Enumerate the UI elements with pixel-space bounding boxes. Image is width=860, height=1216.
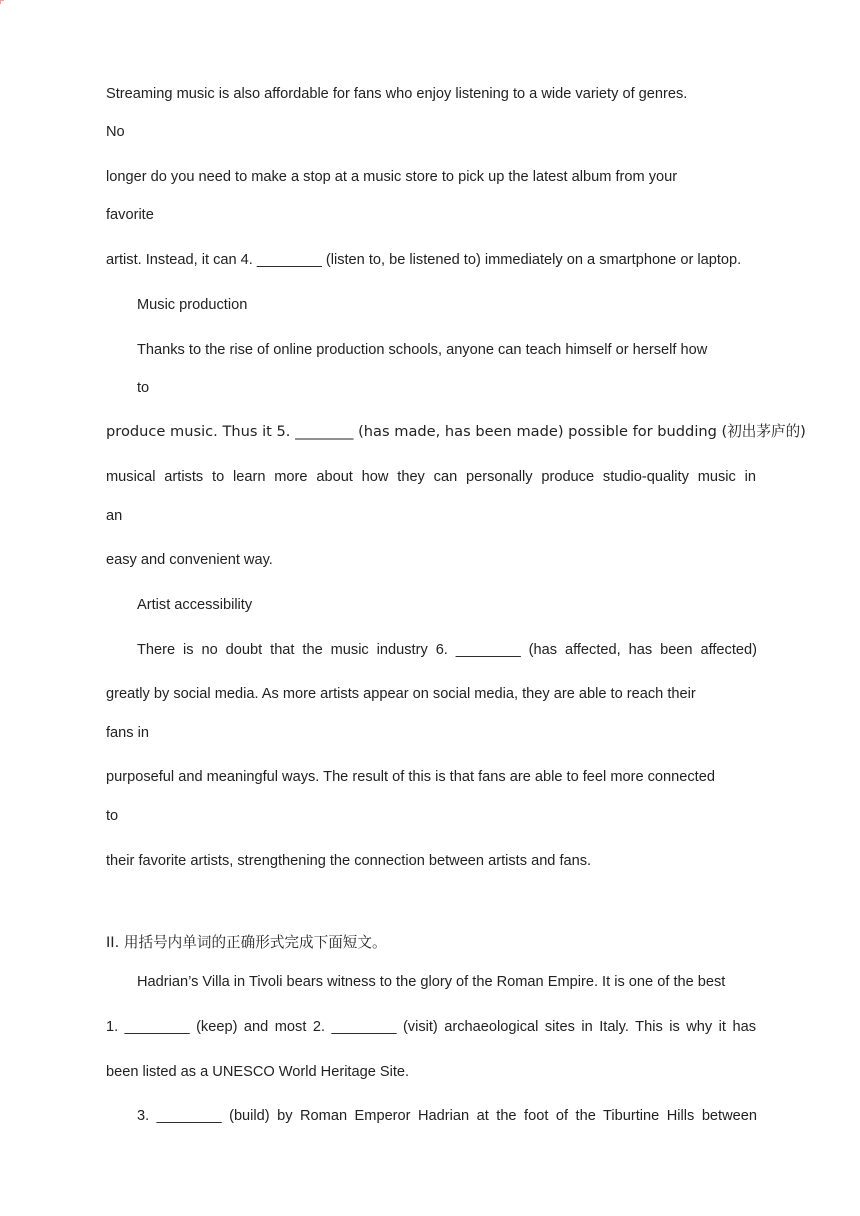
text-line: easy and convenient way.	[106, 552, 273, 568]
section-heading: Music production	[137, 297, 248, 313]
text-line: There is no doubt that the music industry 6. ________ (has affected, has been affected)	[137, 642, 757, 658]
text-line: produce music. Thus it 5. ________ (has made, has been made) possible for budding (初出茅庐的)	[106, 423, 806, 440]
text-line: 1. ________ (keep) and most 2. ________ (visit) archaeological sites in Italy. This is why it has	[106, 1019, 756, 1035]
text-line: No	[106, 124, 125, 140]
text-line: to	[137, 380, 150, 396]
text-line: musical artists to learn more about how they can personally produce studio-quality music in	[106, 469, 756, 485]
text-line: their favorite artists, strengthening the connection between artists and fans.	[106, 853, 592, 869]
text-line: 3. ________ (build) by Roman Emperor Hadrian at the foot of the Tiburtine Hills between	[137, 1108, 757, 1124]
text-line: to	[106, 808, 119, 824]
section-heading: Artist accessibility	[137, 597, 253, 613]
text-line: Hadrian’s Villa in Tivoli bears witness to the glory of the Roman Empire. It is one of the best	[137, 974, 726, 990]
text-line: an	[106, 508, 123, 524]
exercise-heading: II. 用括号内单词的正确形式完成下面短文。	[106, 934, 387, 951]
text-line: fans in	[106, 725, 149, 741]
text-line: Thanks to the rise of online production schools, anyone can teach himself or herself how	[137, 342, 708, 358]
text-line: purposeful and meaningful ways. The result of this is that fans are able to feel more connected	[106, 769, 715, 785]
text-line: artist. Instead, it can 4. ________ (listen to, be listened to) immediately on a smartphone or laptop.	[106, 252, 742, 268]
text-line: greatly by social media. As more artists appear on social media, they are able to reach their	[106, 686, 696, 702]
text-line: Streaming music is also affordable for fans who enjoy listening to a wide variety of genres.	[106, 86, 688, 102]
text-line: been listed as a UNESCO World Heritage Site.	[106, 1064, 410, 1080]
text-line: longer do you need to make a stop at a music store to pick up the latest album from your	[106, 169, 678, 185]
text-line: favorite	[106, 207, 154, 223]
corner-crop-mark	[0, 0, 4, 4]
